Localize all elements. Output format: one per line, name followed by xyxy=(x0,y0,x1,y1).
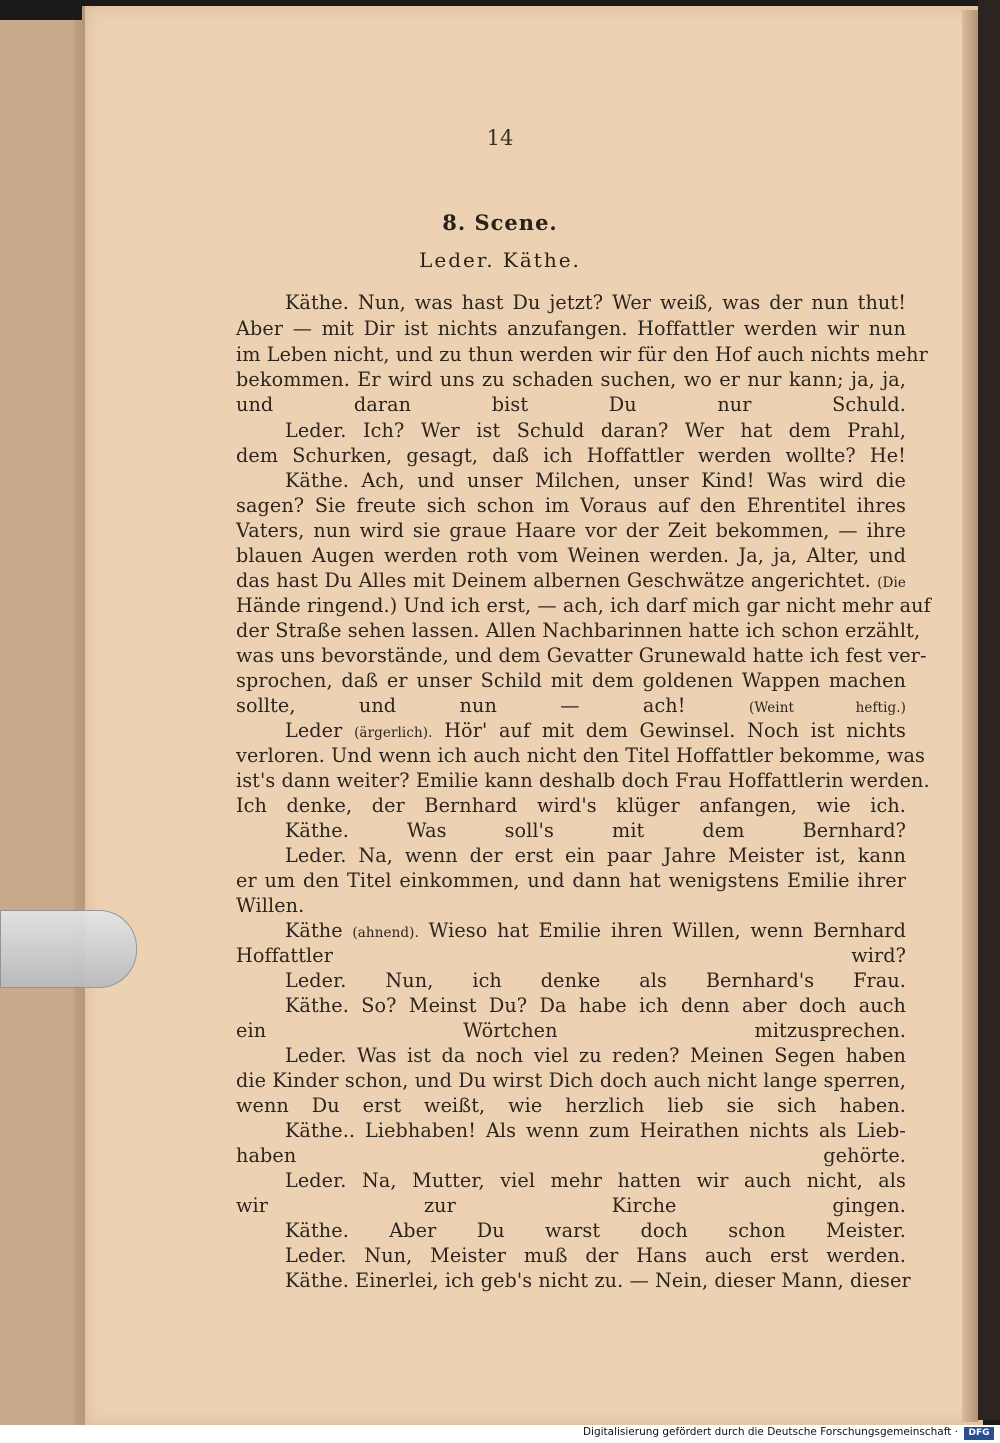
text-segment: Hör' auf mit dem Gewinsel. Noch ist nichts xyxy=(444,719,906,742)
text-line: Leder. Was ist da noch viel zu reden? Meinen Segen haben xyxy=(285,1044,906,1067)
text-segment: Wieso hat Emilie ihren Willen, wenn Bernhard xyxy=(428,919,907,942)
stage-direction: (ärgerlich). xyxy=(354,725,433,741)
text-line: der Straße sehen lassen. Allen Nachbarinnen hatte ich schon erzählt, xyxy=(236,619,921,642)
text-line: sagen? Sie freute sich schon im Voraus auf den Ehrentitel ihres xyxy=(236,494,906,517)
text-line: die Kinder schon, und Du wirst Dich doch auch nicht lange sperren, xyxy=(236,1069,906,1092)
text-line xyxy=(236,693,906,721)
text-line: wenn Du erst weißt, wie herzlich lieb sie sich haben. xyxy=(236,1094,906,1117)
text-line: Käthe. Aber Du warst doch schon Meister. xyxy=(285,1219,906,1242)
text-line: im Leben nicht, und zu thun werden wir für den Hof auch nichts mehr xyxy=(236,343,928,366)
text-line: Käthe. Nun, was hast Du jetzt? Wer weiß, was der nun thut! xyxy=(285,291,906,314)
speaker-name: Käthe xyxy=(285,919,343,942)
text-line: Hände ringend.) Und ich erst, — ach, ich darf mich gar nicht mehr auf xyxy=(236,594,931,617)
funding-notice: Digitalisierung gefördert durch die Deutsche Forschungsgemeinschaft · xyxy=(582,1426,958,1438)
stage-direction: (Weint heftig.) xyxy=(748,700,906,716)
dfg-logo: DFG xyxy=(964,1427,994,1440)
text-line: Leder. Ich? Wer ist Schuld daran? Wer hat dem Prahl, xyxy=(285,419,906,442)
page-number: 14 xyxy=(486,126,514,150)
stage-direction: (Die xyxy=(877,575,906,591)
text-line: Leder. Na, Mutter, viel mehr hatten wir auch nicht, als xyxy=(285,1169,906,1192)
text-line: Käthe. Ach, und unser Milchen, unser Kind! Was wird die xyxy=(285,469,906,492)
stage-direction: (ahnend). xyxy=(352,925,419,941)
text-line: Aber — mit Dir ist nichts anzufangen. Hoffattler werden wir nun xyxy=(236,317,906,340)
text-line: was uns bevorstände, und dem Gevatter Grunewald hatte ich fest ver- xyxy=(236,644,927,667)
scene-characters: Leder. Käthe. xyxy=(419,248,581,272)
text-line: Käthe. Was soll's mit dem Bernhard? xyxy=(285,819,906,842)
text-line: ein Wörtchen mitzusprechen. xyxy=(236,1019,906,1042)
text-line xyxy=(236,568,906,596)
text-line: ist's dann weiter? Emilie kann deshalb doch Frau Hoffattlerin werden. xyxy=(236,769,930,792)
text-line: blauen Augen werden roth vom Weinen werden. Ja, ja, Alter, und xyxy=(236,544,906,567)
text-line: Ich denke, der Bernhard wird's klüger anfangen, wie ich. xyxy=(236,794,906,817)
text-line: bekommen. Er wird uns zu schaden suchen, wo er nur kann; ja, ja, xyxy=(236,368,906,391)
text-segment: sollte, und nun — ach! xyxy=(236,694,686,717)
text-line: er um den Titel einkommen, und dann hat wenigstens Emilie ihrer xyxy=(236,869,906,892)
text-line: dem Schurken, gesagt, daß ich Hoffattler werden wollte? He! xyxy=(236,444,906,467)
text-line: Vaters, nun wird sie graue Haare vor der Zeit bekommen, — ihre xyxy=(236,519,906,542)
text-line: Leder. Na, wenn der erst ein paar Jahre Meister ist, kann xyxy=(285,844,906,867)
text-line: Leder. Nun, Meister muß der Hans auch erst werden. xyxy=(285,1244,906,1267)
text-line: haben gehörte. xyxy=(236,1144,906,1167)
text-line: Käthe. Einerlei, ich geb's nicht zu. — Nein, dieser Mann, dieser xyxy=(285,1269,911,1292)
text-line: Käthe. So? Meinst Du? Da habe ich denn aber doch auch xyxy=(285,994,906,1017)
text-line: Hoffattler wird? xyxy=(236,944,906,967)
speaker-name: Leder xyxy=(285,719,343,742)
scene-title: 8. Scene. xyxy=(442,210,558,235)
text-line: Leder. Nun, ich denke als Bernhard's Frau. xyxy=(285,969,906,992)
text-line: wir zur Kirche gingen. xyxy=(236,1194,906,1217)
page-holder-tab xyxy=(0,910,137,988)
text-line: verloren. Und wenn ich auch nicht den Titel Hoffattler bekomme, was xyxy=(236,744,925,767)
text-line: sprochen, daß er unser Schild mit dem goldenen Wappen machen xyxy=(236,669,906,692)
text-line xyxy=(285,918,906,946)
text-segment: das hast Du Alles mit Deinem albernen Geschwätze angerichtet. xyxy=(236,569,871,592)
text-line xyxy=(285,718,906,746)
text-line: Käthe.. Liebhaben! Als wenn zum Heirathen nichts als Lieb- xyxy=(285,1119,906,1142)
text-line: und daran bist Du nur Schuld. xyxy=(236,393,906,416)
text-line: Willen. xyxy=(236,894,305,917)
